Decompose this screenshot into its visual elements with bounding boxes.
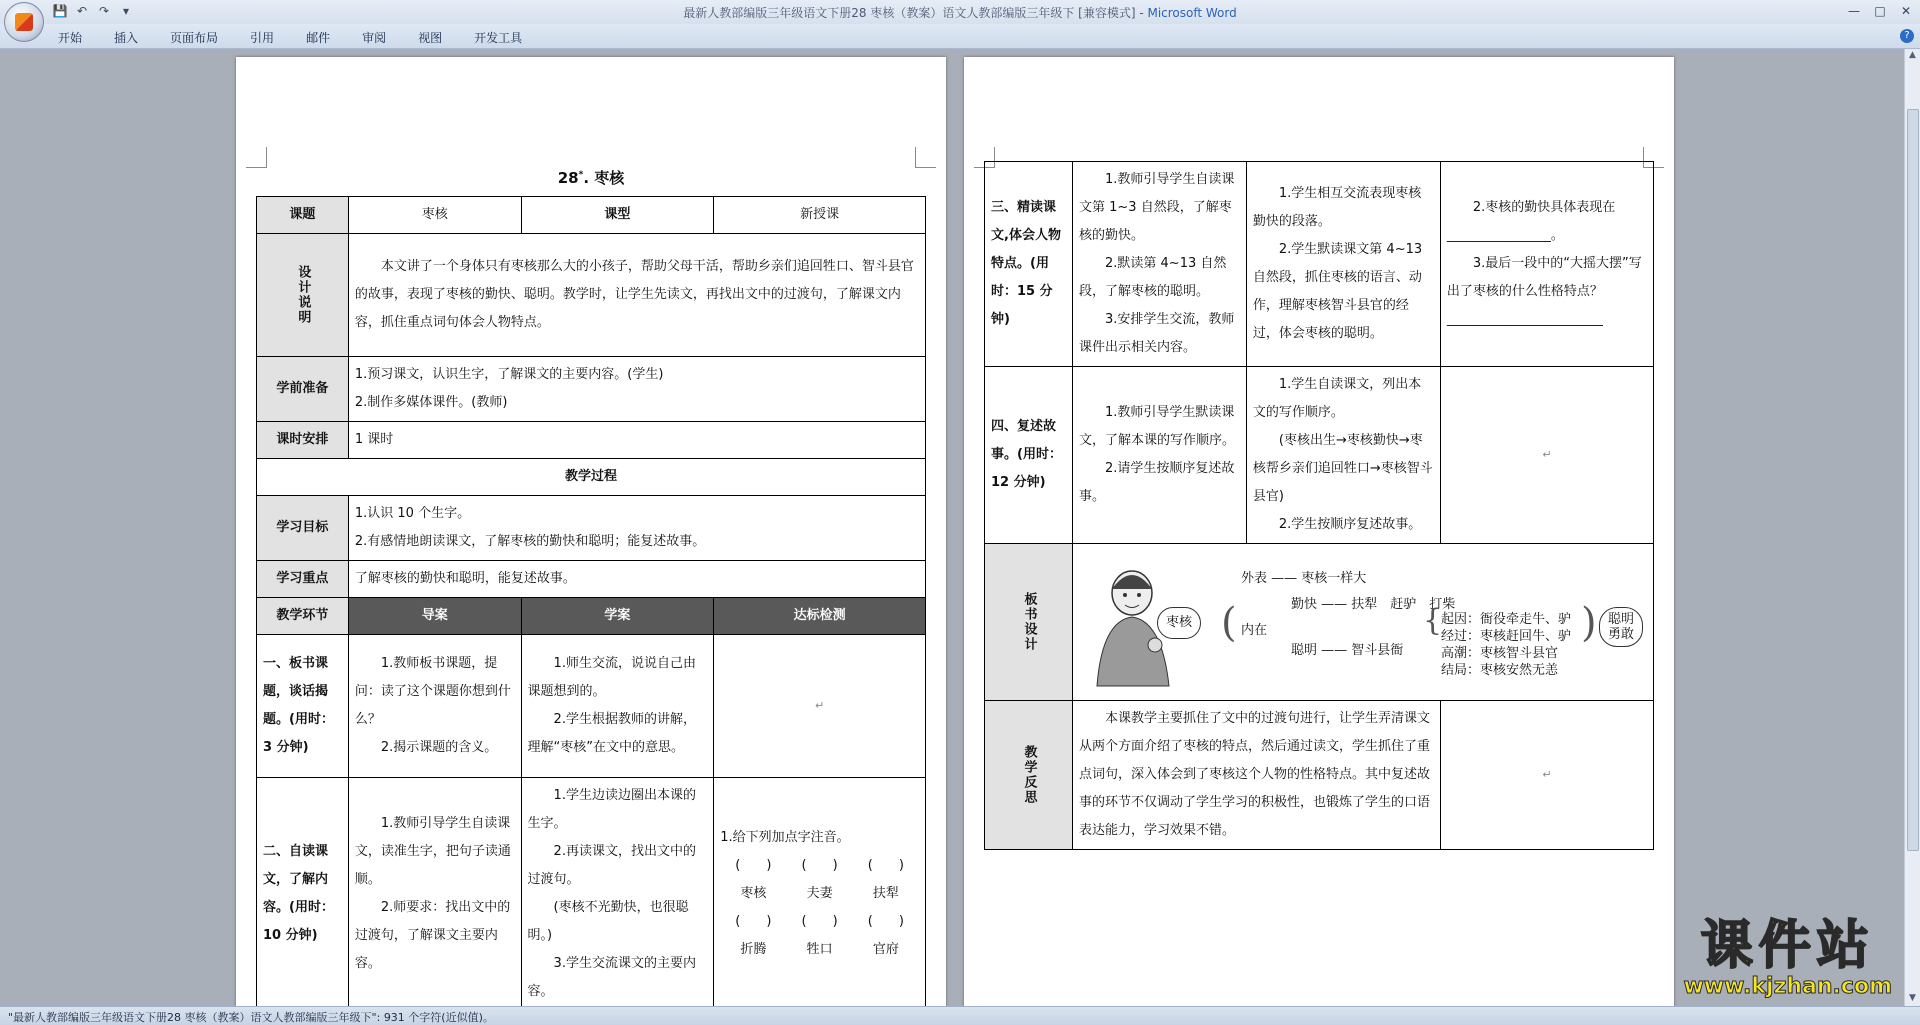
redo-icon[interactable]: ↷ bbox=[98, 4, 110, 18]
maximize-icon[interactable]: □ bbox=[1874, 4, 1886, 18]
board-plot bbox=[1441, 611, 1571, 679]
topic-label: 课题 bbox=[257, 197, 349, 234]
quiz-word: 扶犁 bbox=[872, 886, 899, 901]
table-row bbox=[985, 544, 1654, 701]
board-character: 枣核 bbox=[1157, 607, 1201, 639]
quiz-word: 夫妻 bbox=[806, 886, 833, 901]
tab-developer[interactable]: 开发工具 bbox=[474, 31, 523, 45]
table-row bbox=[985, 162, 1654, 367]
board-label: 板书设计 bbox=[1021, 592, 1037, 652]
type-value[interactable]: 新授课 bbox=[714, 197, 926, 234]
paragraph-mark-icon: ↵ bbox=[1542, 768, 1552, 781]
table-row bbox=[257, 778, 926, 1008]
paragraph-mark-icon: ↵ bbox=[814, 699, 825, 712]
process-header: 教学过程 bbox=[257, 459, 926, 496]
col-header-teacher: 导案 bbox=[348, 598, 521, 635]
step3-check[interactable] bbox=[1440, 162, 1653, 367]
col-header-step: 教学环节 bbox=[257, 598, 349, 635]
lesson-plan-table-2 bbox=[984, 161, 1654, 850]
focus-label: 学习重点 bbox=[257, 561, 349, 598]
step2-teacher-item: 2.师要求：找出文中的过渡句，了解课文主要内容。 bbox=[354, 900, 511, 971]
quiz-title: 1.给下列加点字注音。 bbox=[720, 830, 850, 845]
title-bar bbox=[0, 0, 1920, 25]
quiz-paren-row bbox=[720, 852, 919, 880]
status-bar bbox=[0, 1006, 1920, 1025]
scroll-down-icon[interactable]: ▼ bbox=[1909, 993, 1916, 1003]
app-name: Microsoft Word bbox=[1147, 6, 1237, 20]
step4-student-item: 1.学生自读课文，列出本文的写作顺序。 bbox=[1252, 377, 1422, 420]
reflection-text[interactable]: 本课教学主要抓住了文中的过渡句进行，让学生弄清课文从两个方面介绍了枣核的特点，然后通过读文，学生抓住了重点词句，深入体会到了枣核这个人物的性格特点。其中复述故事的环节不仅调动了学生学习的积极性，也锻炼了学生的口语表达能力，学习效果不错。 bbox=[1073, 701, 1441, 850]
table-row bbox=[257, 422, 926, 459]
tab-view[interactable]: 视图 bbox=[418, 31, 443, 45]
title-number: 28 bbox=[557, 169, 579, 187]
tab-insert[interactable]: 插入 bbox=[114, 31, 139, 45]
reflection-label: 教学反思 bbox=[1021, 745, 1037, 805]
step3-label: 三、精读课文,体会人物特点。(用时：15 分钟) bbox=[985, 162, 1073, 367]
step4-label: 四、复述故事。(用时：12 分钟) bbox=[985, 367, 1073, 544]
quiz-word: 牲口 bbox=[806, 942, 833, 957]
table-row bbox=[257, 197, 926, 234]
board-summary: 聪明勇敢 bbox=[1599, 607, 1643, 647]
quiz-word: 折腾 bbox=[740, 942, 767, 957]
tab-references[interactable]: 引用 bbox=[250, 31, 275, 45]
table-row bbox=[985, 701, 1654, 850]
customize-qat-icon[interactable]: ▾ bbox=[122, 4, 130, 18]
office-logo-icon bbox=[15, 13, 33, 31]
type-label: 课型 bbox=[521, 197, 714, 234]
step3-check-item: 3.最后一段中的“大摇大摆”写出了枣核的什么性格特点？ bbox=[1446, 256, 1642, 299]
quiz-blank[interactable]: ( ) bbox=[867, 914, 904, 929]
design-text[interactable]: 本文讲了一个身体只有枣核那么大的小孩子，帮助父母干活，帮助乡亲们追回牲口、智斗县官的故事，表现了枣核的勤快、聪明。教学时，让学生先读文，再找出文中的过渡句，了解课文内容，抓住重点词句体会人物特点。 bbox=[348, 234, 925, 357]
office-button[interactable] bbox=[4, 2, 44, 42]
prep-cell[interactable] bbox=[348, 357, 925, 422]
board-outer: 外表 —— 枣核一样大 bbox=[1241, 571, 1367, 586]
tab-mailings[interactable]: 邮件 bbox=[306, 31, 331, 45]
step2-student-item: 1.学生边读边圈出本课的生字。 bbox=[527, 788, 696, 831]
step2-student[interactable] bbox=[521, 778, 714, 1008]
crop-mark bbox=[246, 147, 267, 168]
step1-label: 一、板书课题，谈话揭题。(用时：3 分钟) bbox=[257, 635, 349, 778]
plot-item: 结局：枣核安然无恙 bbox=[1441, 663, 1559, 678]
step3-teacher[interactable] bbox=[1073, 162, 1247, 367]
step2-teacher[interactable] bbox=[348, 778, 521, 1008]
watermark-logo-text: 课件站 bbox=[1700, 916, 1875, 976]
table-row bbox=[257, 234, 926, 357]
minimize-icon[interactable]: — bbox=[1848, 4, 1860, 18]
step4-student-item: (枣核出生→枣核勤快→枣核帮乡亲们追回牲口→枣核智斗县官) bbox=[1252, 433, 1433, 504]
goal-item: 2.有感情地朗读课文，了解枣核的勤快和聪明；能复述故事。 bbox=[354, 534, 706, 549]
quiz-blank[interactable]: ( ) bbox=[735, 914, 772, 929]
document-workspace bbox=[0, 49, 1905, 1007]
quiz-blank[interactable]: ( ) bbox=[801, 858, 838, 873]
table-row bbox=[257, 561, 926, 598]
plot-item: 起因：衙役牵走牛、驴 bbox=[1441, 612, 1572, 627]
quiz-word: 官府 bbox=[872, 942, 899, 957]
table-row bbox=[257, 598, 926, 635]
tab-review[interactable]: 审阅 bbox=[362, 31, 387, 45]
window-controls bbox=[1846, 3, 1914, 19]
board-diligent: 勤快 —— 扶犁 赶驴 打柴 bbox=[1291, 597, 1456, 612]
ribbon-tab-bar bbox=[0, 24, 1920, 49]
step3-teacher-item: 2.默读第 4~13 自然段，了解枣核的聪明。 bbox=[1079, 256, 1227, 299]
quiz-word-row bbox=[720, 936, 919, 964]
step1-teacher[interactable] bbox=[348, 635, 521, 778]
step1-teacher-item: 2.揭示课题的含义。 bbox=[380, 740, 498, 755]
design-label-cell bbox=[257, 234, 349, 357]
step1-student[interactable] bbox=[521, 635, 714, 778]
step3-student-item: 1.学生相互交流表现枣核勤快的段落。 bbox=[1252, 186, 1422, 229]
step3-student-item: 2.学生默读课文第 4~13 自然段，抓住枣核的语言、动作，理解枣核智斗县官的经过，体会枣核的聪明。 bbox=[1252, 242, 1423, 341]
step1-check[interactable] bbox=[714, 635, 926, 778]
page-2 bbox=[964, 57, 1674, 1007]
watermark-url: www.kjzhan.com bbox=[1683, 974, 1892, 999]
brace-close-icon: ) bbox=[1581, 600, 1597, 646]
page-1 bbox=[236, 57, 946, 1007]
time-label: 课时安排 bbox=[257, 422, 349, 459]
plot-item: 经过：枣核赶回牛、驴 bbox=[1441, 629, 1572, 644]
goal-item: 1.认识 10 个生字。 bbox=[354, 506, 471, 521]
table-row bbox=[257, 635, 926, 778]
step4-teacher[interactable] bbox=[1073, 367, 1247, 544]
board-inner: 内在 bbox=[1241, 623, 1268, 638]
close-icon[interactable]: ✕ bbox=[1900, 4, 1912, 18]
scroll-up-icon[interactable]: ▲ bbox=[1909, 50, 1916, 60]
tab-page-layout[interactable]: 页面布局 bbox=[170, 31, 219, 45]
lesson-plan-table-1 bbox=[256, 196, 926, 1007]
goals-cell[interactable] bbox=[348, 496, 925, 561]
prep-label: 学前准备 bbox=[257, 357, 349, 422]
document-title bbox=[236, 167, 946, 188]
step1-student-item: 2.学生根据教师的讲解，理解“枣核”在文中的意思。 bbox=[527, 712, 696, 755]
step4-student[interactable] bbox=[1246, 367, 1440, 544]
step4-teacher-item: 1.教师引导学生默读课文，了解本课的写作顺序。 bbox=[1079, 405, 1236, 448]
vertical-scrollbar[interactable] bbox=[1904, 49, 1920, 1007]
step2-label: 二、自读课文，了解内容。(用时：10 分钟) bbox=[257, 778, 349, 1008]
reflection-extra[interactable] bbox=[1440, 701, 1653, 850]
plot-item: 高潮：枣核智斗县官 bbox=[1441, 646, 1559, 661]
quiz-paren-row bbox=[720, 908, 919, 936]
tab-home[interactable]: 开始 bbox=[58, 31, 83, 45]
step4-teacher-item: 2.请学生按顺序复述故事。 bbox=[1079, 461, 1235, 504]
col-header-student: 学案 bbox=[521, 598, 714, 635]
crop-mark bbox=[915, 147, 936, 168]
title-text: . 枣核 bbox=[583, 169, 625, 187]
col-header-check: 达标检测 bbox=[714, 598, 926, 635]
step2-student-item: 3.学生交流课文的主要内容。 bbox=[527, 956, 696, 999]
quiz-word: 枣核 bbox=[740, 886, 767, 901]
site-watermark bbox=[1683, 918, 1892, 999]
undo-icon[interactable]: ↶ bbox=[76, 4, 88, 18]
save-icon[interactable]: 💾 bbox=[52, 4, 68, 18]
brace-plot-icon: { bbox=[1423, 603, 1443, 638]
reflection-label-cell bbox=[985, 701, 1073, 850]
table-row bbox=[257, 459, 926, 496]
paragraph-mark-icon: ↵ bbox=[1542, 448, 1552, 461]
step1-student-item: 1.师生交流，说说自己由课题想到的。 bbox=[527, 656, 696, 699]
step4-check[interactable] bbox=[1440, 367, 1653, 544]
prep-item: 1.预习课文，认识生字，了解课文的主要内容。(学生) bbox=[354, 367, 664, 382]
step4-student-item: 2.学生按顺序复述故事。 bbox=[1278, 517, 1422, 532]
board-smart: 聪明 —— 智斗县衙 bbox=[1291, 643, 1404, 658]
step3-teacher-item: 1.教师引导学生自读课文第 1~3 自然段，了解枣核的勤快。 bbox=[1079, 172, 1235, 243]
document-name: 最新人教部编版三年级语文下册28 枣核（教案）语文人教部编版三年级下 [兼容模式] bbox=[683, 6, 1136, 20]
step3-check-item: 2.枣核的勤快具体表现在________________。 bbox=[1446, 200, 1616, 243]
step2-student-item: 2.再读课文，找出文中的过渡句。 bbox=[527, 844, 696, 887]
title-superscript: * bbox=[578, 170, 584, 180]
board-cell[interactable] bbox=[1073, 544, 1654, 701]
board-label-cell bbox=[985, 544, 1073, 701]
prep-item: 2.制作多媒体课件。(教师) bbox=[354, 395, 508, 410]
quiz-blank[interactable]: ( ) bbox=[801, 914, 838, 929]
step2-check[interactable] bbox=[714, 778, 926, 1008]
step3-student[interactable] bbox=[1246, 162, 1440, 367]
table-row bbox=[985, 367, 1654, 544]
brace-open-icon: ( bbox=[1221, 600, 1237, 646]
scrollbar-thumb[interactable] bbox=[1907, 109, 1919, 851]
table-row bbox=[257, 357, 926, 422]
status-text: "最新人教部编版三年级语文下册28 枣核（教案）语文人教部编版三年级下": 931 个字符(近似值)。 bbox=[8, 1011, 494, 1024]
quiz-word-row bbox=[720, 880, 919, 908]
help-icon[interactable]: ? bbox=[1900, 29, 1914, 43]
table-row bbox=[257, 496, 926, 561]
step1-teacher-item: 1.教师板书课题，提问：读了这个课题你想到什么？ bbox=[354, 656, 511, 727]
goals-label: 学习目标 bbox=[257, 496, 349, 561]
topic-value[interactable]: 枣核 bbox=[348, 197, 521, 234]
board-design bbox=[1073, 547, 1653, 697]
time-value[interactable]: 1 课时 bbox=[348, 422, 925, 459]
focus-value[interactable]: 了解枣核的勤快和聪明，能复述故事。 bbox=[348, 561, 925, 598]
design-label: 设计说明 bbox=[295, 265, 311, 325]
step3-answer-line[interactable]: ________________________ bbox=[1446, 312, 1603, 327]
step3-teacher-item: 3.安排学生交流，教师课件出示相关内容。 bbox=[1079, 312, 1235, 355]
quiz-blank[interactable]: ( ) bbox=[735, 858, 772, 873]
step2-student-item: (枣核不光勤快，也很聪明。) bbox=[527, 900, 689, 943]
window-title: 最新人教部编版三年级语文下册28 枣核（教案）语文人教部编版三年级下 [兼容模式] - Microsoft Word bbox=[683, 6, 1237, 20]
quiz-blank[interactable]: ( ) bbox=[867, 858, 904, 873]
step2-teacher-item: 1.教师引导学生自读课文，读准生字，把句子读通顺。 bbox=[354, 816, 511, 887]
